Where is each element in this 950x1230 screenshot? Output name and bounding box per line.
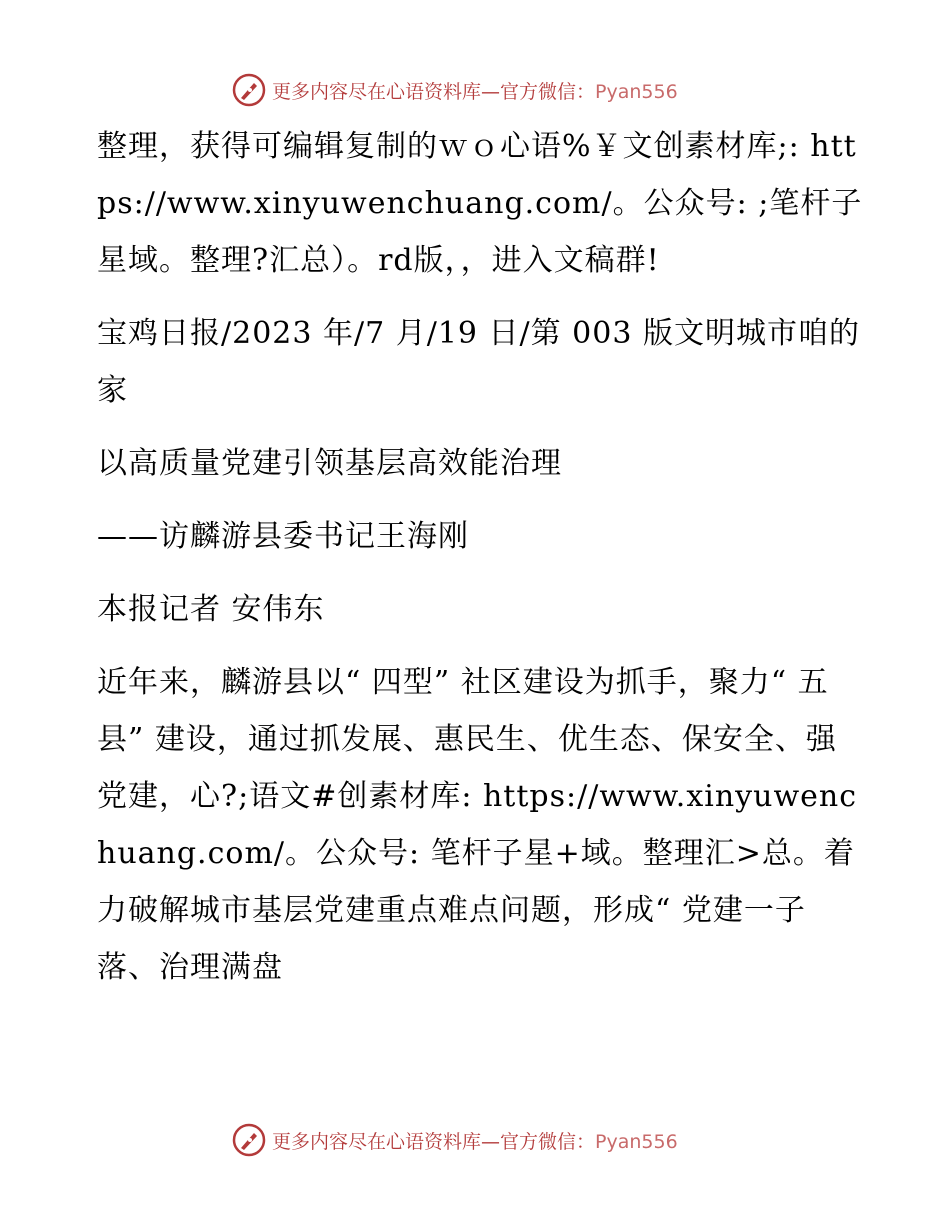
header-banner: [232, 70, 732, 110]
header-banner-label: 更多内容尽在心语资料库—官方微信：: [272, 80, 596, 103]
paragraph-intro: 整理，获得可编辑复制的ｗｏ心语%￥文创素材库;: https://www.xinyuwenchuang.com/。公众号: ;笔杆子星域。整理?汇总）。rd版，，进入文稿群!: [97, 129, 863, 278]
footer-banner-label: 更多内容尽在心语资料库—官方微信：: [272, 1130, 596, 1153]
article-byline: 本报记者 安伟东: [97, 592, 325, 627]
document-body: [97, 118, 867, 1012]
header-banner-handle: Pyan556: [595, 80, 678, 103]
article-title: 以高质量党建引领基层高效能治理: [97, 446, 562, 481]
article-subtitle: ——访麟游县委书记王海刚: [97, 519, 469, 554]
footer-banner: [232, 1120, 732, 1160]
pen-nib-logo-icon: [232, 1123, 266, 1157]
footer-banner-handle: Pyan556: [595, 1130, 678, 1153]
paragraph-body: 近年来，麟游县以“ 四型” 社区建设为抓手，聚力“ 五县” 建设，通过抓发展、惠民生、优生态、保安全、强党建，心?;语文#创素材库: https://www.xinyuwenchuang.com/。公众号: 笔杆子星+域。整理汇>总。着力破解城市基层党建重点难点问题，形成“ 党建一子落、治理满盘: [97, 665, 857, 985]
pen-nib-logo-icon: [232, 73, 266, 107]
header-banner-text: [272, 77, 678, 104]
footer-banner-text: [272, 1127, 678, 1154]
paragraph-source: 宝鸡日报/2023 年/7 月/19 日/第 003 版文明城市咱的家: [97, 316, 860, 408]
